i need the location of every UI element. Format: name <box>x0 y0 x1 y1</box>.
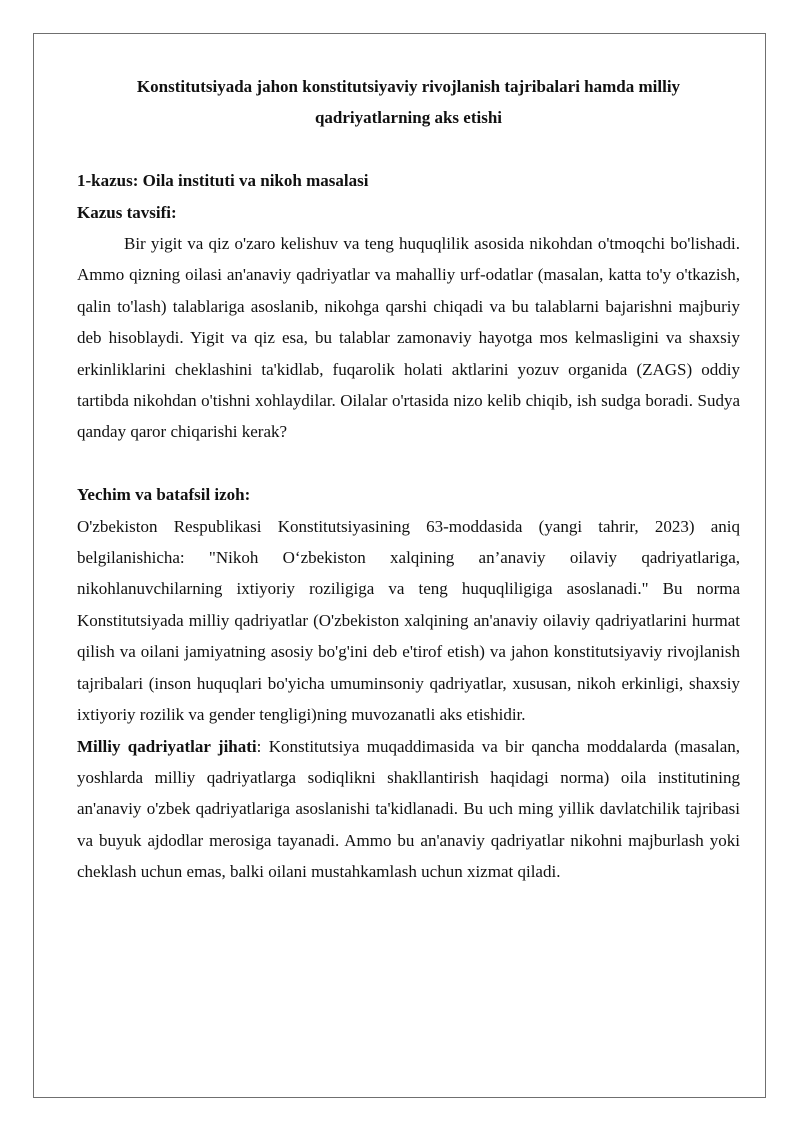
solution-paragraph: O'zbekiston Respublikasi Konstitutsiyasining 63-moddasida (yangi tahrir, 2023) aniq belgilanishicha: "Nikoh O‘zbekiston xalqining an’anaviy oilaviy qadriyatlariga, nikohlanuvchilarning ixtiyoriy roziligiga va teng huquqliligiga asoslanadi." Bu norma Konstitutsiyada milliy qadriyatlar (O'zbekiston xalqining an'anaviy oilaviy qadriyatlarini hurmat qilish va oilani jamiyatning asosiy bo'g'ini deb e'tirof etish) va jahon konstitutsiyaviy rivojlanish tajribalari (inson huquqlari bo'yicha umuminsoniy qadriyatlar, xususan, nikoh erkinligi, shaxsiy ixtiyoriy rozilik va gender tengligi)ning muvozanatli aks etishidir. <box>77 516 740 725</box>
document-body <box>77 71 740 888</box>
description-heading: Kazus tavsifi: <box>77 202 177 222</box>
blank-line <box>77 134 740 165</box>
document-title: Konstitutsiyada jahon konstitutsiyaviy rivojlanish tajribalari hamda milliy qadriyatlarning aks etishi <box>136 77 681 128</box>
national-values-label: Milliy qadriyatlar jihati <box>77 736 257 756</box>
description-paragraph: Bir yigit va qiz o'zaro kelishuv va teng huquqlilik asosida nikohdan o'tmoqchi bo'lishadi. Ammo qizning oilasi an'anaviy qadriyatlar va mahalliy urf-odatlar (masalan, katta to'y o'tkazish, qalin to'lash) talablariga asoslanib, nikohga qarshi chiqadi va bu talablarni bajarishni majburiy deb hisoblaydi. Yigit va qiz esa, bu talablar zamonaviy hayotga mos kelmasligini va shaxsiy erkinliklarini cheklashini ta'kidlab, fuqarolik holati aktlarini yozuv organida (ZAGS) oddiy tartibda nikohdan o'tishni xohlaydilar. Oilalar o'rtasida nizo kelib chiqib, ish sudga boradi. Sudya qanday qaror chiqarishi kerak? <box>77 234 740 442</box>
case-heading: 1-kazus: Oila instituti va nikoh masalasi <box>77 171 369 191</box>
national-values-text: : Konstitutsiya muqaddimasida va bir qancha moddalarda (masalan, yoshlarda milliy qadriyatlarga sodiqlikni shakllantirish haqidagi norma) oila institutining an'anaviy o'zbek qadriyatlariga asoslanishi ta'kidlanadi. Bu uch ming yillik davlatchilik tajribasi va buyuk ajdodlar merosiga tayanadi. Ammo bu an'anaviy qadriyatlar nikohni majburlash yoki cheklash uchun emas, balki oilani mustahkamlash uchun xizmat qiladi. <box>77 736 740 882</box>
blank-line <box>77 448 740 479</box>
national-values-paragraph <box>77 731 740 888</box>
solution-heading: Yechim va batafsil izoh: <box>77 485 251 505</box>
